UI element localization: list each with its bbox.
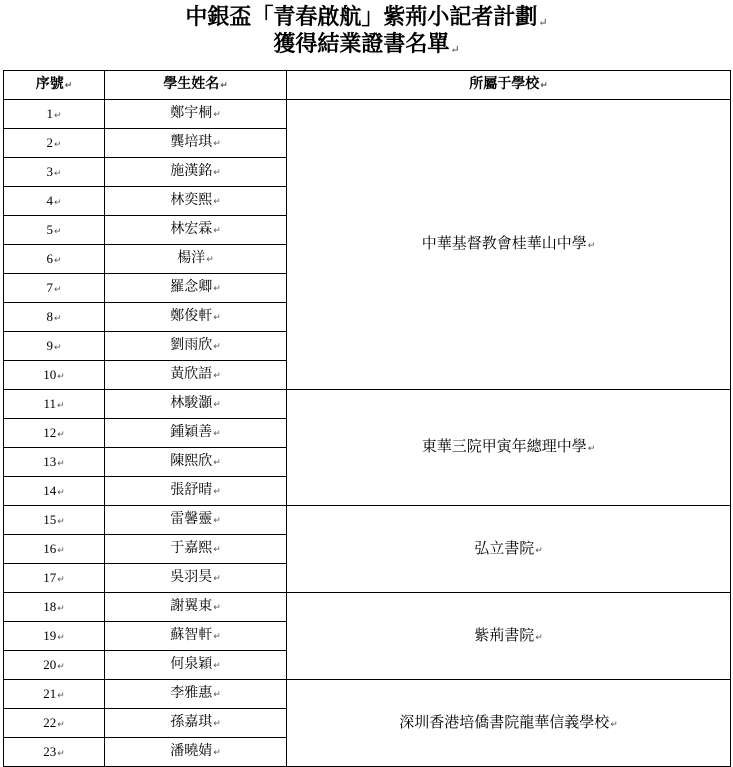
table-row [4, 390, 731, 419]
header-student-name: 學生姓名↵ [105, 71, 287, 100]
student-name-cell: 龔培琪↵ [105, 129, 287, 158]
paragraph-mark-icon: ↵ [450, 43, 460, 56]
serial-no-cell: 16↵ [4, 535, 105, 564]
serial-no-cell: 2↵ [4, 129, 105, 158]
serial-no-cell: 17↵ [4, 564, 105, 593]
serial-no-cell: 22↵ [4, 709, 105, 738]
student-name-cell: 鄭俊軒↵ [105, 303, 287, 332]
serial-no-cell: 10↵ [4, 361, 105, 390]
document-title-line1: 中銀盃「青春啟航」紫荊小記者計劃↵ [185, 4, 548, 30]
school-name-cell: 深圳香港培僑書院龍華信義學校↵ [287, 680, 731, 767]
table-header-row [4, 71, 731, 100]
student-name-cell: 何泉穎↵ [105, 651, 287, 680]
header-serial-no: 序號↵ [4, 71, 105, 100]
student-name-cell: 孫嘉琪↵ [105, 709, 287, 738]
serial-no-cell: 13↵ [4, 448, 105, 477]
student-name-cell: 鍾穎善↵ [105, 419, 287, 448]
school-name-cell: 東華三院甲寅年總理中學↵ [287, 390, 731, 506]
school-name-cell: 中華基督教會桂華山中學↵ [287, 100, 731, 390]
serial-no-cell: 11↵ [4, 390, 105, 419]
student-name-cell: 謝翼東↵ [105, 593, 287, 622]
header-school: 所屬于學校↵ [287, 71, 731, 100]
table-row [4, 506, 731, 535]
serial-no-cell: 5↵ [4, 216, 105, 245]
paragraph-mark-icon: ↵ [538, 16, 548, 29]
table-row [4, 100, 731, 129]
serial-no-cell: 20↵ [4, 651, 105, 680]
serial-no-cell: 9↵ [4, 332, 105, 361]
student-name-cell: 林宏霖↵ [105, 216, 287, 245]
student-name-cell: 鄭宇桐↵ [105, 100, 287, 129]
serial-no-cell: 19↵ [4, 622, 105, 651]
serial-no-cell: 6↵ [4, 245, 105, 274]
serial-no-cell: 23↵ [4, 738, 105, 767]
student-name-cell: 楊洋↵ [105, 245, 287, 274]
student-name-cell: 劉雨欣↵ [105, 332, 287, 361]
school-name-cell: 紫荊書院↵ [287, 593, 731, 680]
document-title-line2: 獲得結業證書名單↵ [273, 31, 460, 57]
serial-no-cell: 8↵ [4, 303, 105, 332]
student-name-cell: 羅念卿↵ [105, 274, 287, 303]
student-name-cell: 于嘉熙↵ [105, 535, 287, 564]
serial-no-cell: 15↵ [4, 506, 105, 535]
student-name-cell: 林奕熙↵ [105, 187, 287, 216]
student-name-cell: 李雅惠↵ [105, 680, 287, 709]
student-name-cell: 張舒晴↵ [105, 477, 287, 506]
certificate-list-table [3, 70, 731, 767]
student-name-cell: 施漢銘↵ [105, 158, 287, 187]
student-name-cell: 林駿灝↵ [105, 390, 287, 419]
student-name-cell: 吳羽昊↵ [105, 564, 287, 593]
student-name-cell: 雷馨靈↵ [105, 506, 287, 535]
serial-no-cell: 14↵ [4, 477, 105, 506]
student-name-cell: 黃欣語↵ [105, 361, 287, 390]
serial-no-cell: 12↵ [4, 419, 105, 448]
serial-no-cell: 18↵ [4, 593, 105, 622]
serial-no-cell: 4↵ [4, 187, 105, 216]
serial-no-cell: 21↵ [4, 680, 105, 709]
student-name-cell: 潘曉婧↵ [105, 738, 287, 767]
table-row [4, 593, 731, 622]
student-name-cell: 蘇智軒↵ [105, 622, 287, 651]
serial-no-cell: 1↵ [4, 100, 105, 129]
school-name-cell: 弘立書院↵ [287, 506, 731, 593]
student-name-cell: 陳熙欣↵ [105, 448, 287, 477]
serial-no-cell: 7↵ [4, 274, 105, 303]
serial-no-cell: 3↵ [4, 158, 105, 187]
table-row [4, 680, 731, 709]
